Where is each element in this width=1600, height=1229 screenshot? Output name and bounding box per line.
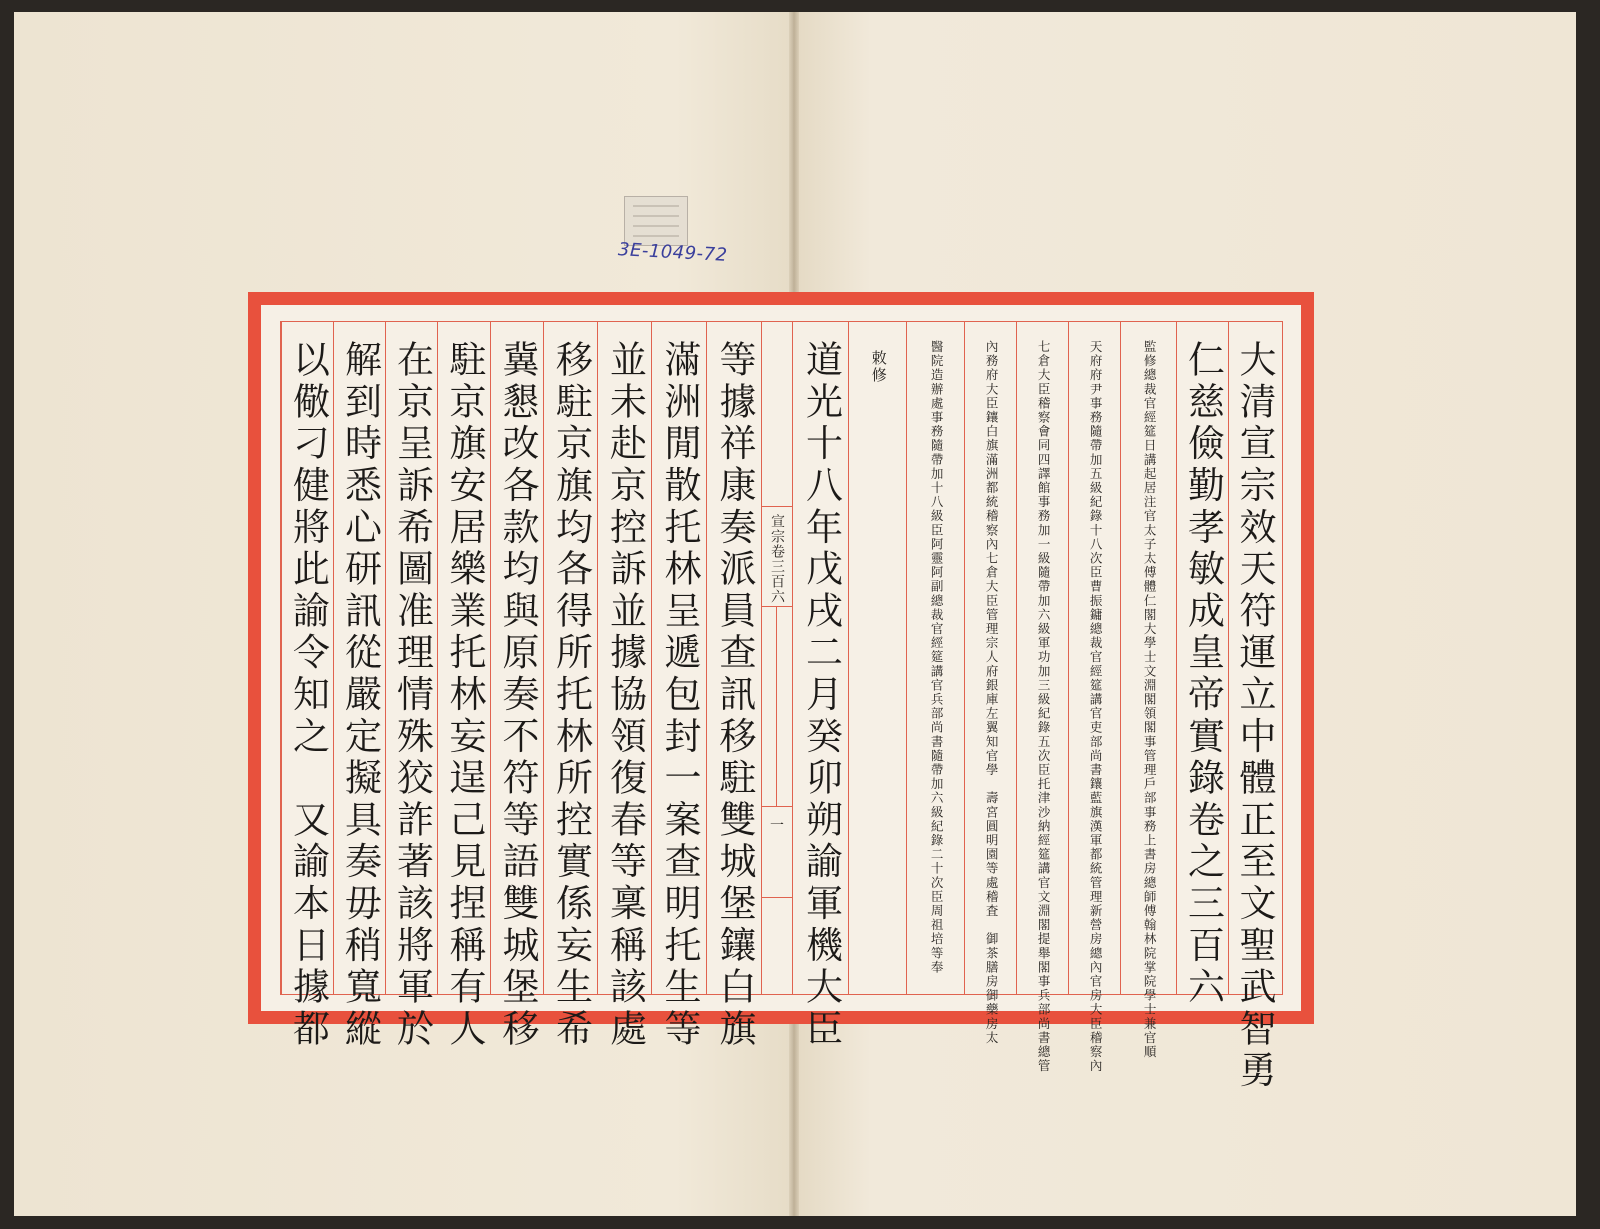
body-column: 在京呈訴希圖准理情殊狡詐著該將軍於 xyxy=(385,322,438,994)
compiler-column: 監修總裁官經筵日講起居注官太子太傅體仁閣大學士文淵閣領閣事管理戶部事務上書房總師傅翰林院掌院學士兼官順 xyxy=(1120,322,1177,994)
body-column: 解到時悉心研訊從嚴定擬具奏毋稍寬縱 xyxy=(333,322,386,994)
red-border-frame xyxy=(248,292,1314,1093)
title-column: 仁慈儉勤孝敏成皇帝實錄卷之三百六 xyxy=(1176,322,1229,994)
body-column: 以儆刁健將此諭令知之 又諭本日據都 xyxy=(281,322,334,994)
library-stamp xyxy=(624,196,688,246)
body-column: 冀懇改各款均與原奏不符等語雙城堡移 xyxy=(490,322,544,994)
compiler-column: 內務府大臣鑲白旗滿洲都統稽察內七倉大臣管理宗人府銀庫左翼知官學 壽宮圓明園等處稽査 御茶膳房御藥房太 xyxy=(964,322,1017,994)
compiler-column: 天府府尹事務隨帶加五級紀錄十八次臣曹振鏞總裁官經筵講官吏部尚書鑲藍旗漢軍都統管理新營房總內官房大臣稽察內 xyxy=(1068,322,1121,994)
credit-column: 敕修 xyxy=(848,322,907,994)
body-column: 移駐京旗均各得所托林所控實係妄生希 xyxy=(543,322,598,994)
body-column-first: 道光十八年戊戌二月癸卯朔諭軍機大臣 xyxy=(792,322,849,994)
page-number: 一 xyxy=(762,806,792,898)
compiler-column: 七倉大臣稽察會同四譯館事務加一級隨帶加六級軍功加三級紀錄五次臣托津沙納經筵講官文淵閣提舉閣事兵部尚書總管 xyxy=(1016,322,1069,994)
call-number: 3E-1049-72 xyxy=(617,239,729,266)
body-column: 等據祥康奏派員查訊移駐雙城堡鑲白旗 xyxy=(706,322,762,994)
compiler-column: 醫院造辦處事務隨帶加十八級臣阿靈阿副總裁官經筵講官兵部尚書隨帶加六級紀錄二十次臣周祖培等奉 xyxy=(906,322,965,994)
fold-label: 宣宗卷三百六 xyxy=(762,508,792,607)
column-grid xyxy=(280,321,1283,1093)
body-column: 駐京旗安居樂業托林妄逞己見捏稱有人 xyxy=(437,322,491,994)
body-column: 並未赴京控訴並據協領復春等稟稱該處 xyxy=(597,322,652,994)
center-fold-block xyxy=(761,322,793,994)
body-column: 滿洲閒散托林呈遞包封一案查明托生等 xyxy=(651,322,707,994)
title-column: 大清宣宗效天符運立中體正至文聖武智勇 xyxy=(1228,322,1280,994)
